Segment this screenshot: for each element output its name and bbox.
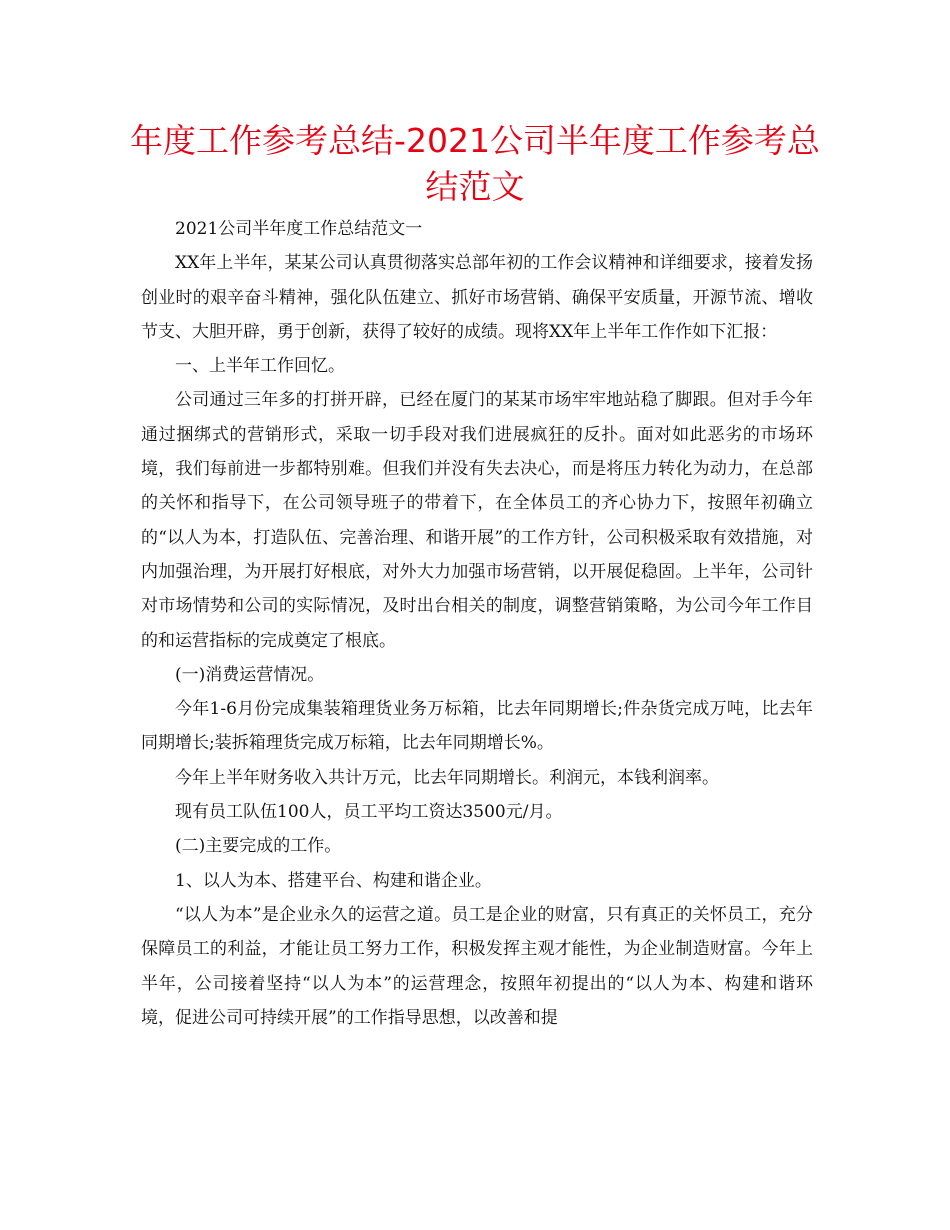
paragraph-people: “以人为本”是企业永久的运营之道。员工是企业的财富，只有真正的关怀员工，充分保障员工的利益，才能让员工努力工作，积极发挥主观才能性，为企业制造财富。今年上半年，公司接着坚持“以人为本”的运营理念，按照年初提出的“以人为本、构建和谐环境，促进公司可持续开展”的工作指导思想，以改善和提 [141,904,813,1028]
paragraph-finance: 今年上半年财务收入共计万元，比去年同期增长。利润元，本钱利润率。 [175,767,719,788]
document-title: 年度工作参考总结-2021公司半年度工作参考总结范文 [130,121,820,206]
paragraph-subtitle: 2021公司半年度工作总结范文一 [175,219,423,239]
section-heading-review: 一、上半年工作回忆。 [175,356,345,377]
paragraph-review: 公司通过三年多的打拼开辟，已经在厦门的某某市场牢牢地站稳了脚跟。但对手今年通过捆绑式的营销形式，采取一切手段对我们进展疯狂的反扑。面对如此恶劣的市场环境，我们每前进一步都特别难。但我们并没有失去决心，而是将压力转化为动力，在总部的关怀和指导下，在公司领导班子的带着下，在全体员工的齐心协力下，按照年初确立的“以人为本，打造队伍、完善治理、和谐开展”的工作方针，公司积极采取有效措施，对内加强治理，为开展打好根底，对外大力加强市场营销，以开展促稳固。上半年，公司针对市场情势和公司的实际情况，及时出台相关的制度，调整营销策略，为公司今年工作目的和运营指标的完成奠定了根底。 [141,390,813,651]
paragraph-operations: 今年1-6月份完成集装箱理货业务万标箱，比去年同期增长;件杂货完成万吨，比去年同期增长;装拆箱理货完成万标箱，比去年同期增长%。 [141,699,813,754]
document-body [141,212,813,1035]
item-heading-people: 1、以人为本、搭建平台、构建和谐企业。 [175,870,492,891]
subsection-heading-work: (二)主要完成的工作。 [175,836,342,857]
subsection-heading-operations: (一)消费运营情况。 [175,664,325,685]
paragraph-intro: XX年上半年，某某公司认真贯彻落实总部年初的工作会议精神和详细要求，接着发扬创业时的艰辛奋斗精神，强化队伍建立、抓好市场营销、确保平安质量，开源节流、增收节支、大胆开辟，勇于创新，获得了较好的成绩。现将XX年上半年工作作如下汇报： [141,253,813,342]
paragraph-staff: 现有员工队伍100人，员工平均工资达3500元/月。 [175,802,563,823]
